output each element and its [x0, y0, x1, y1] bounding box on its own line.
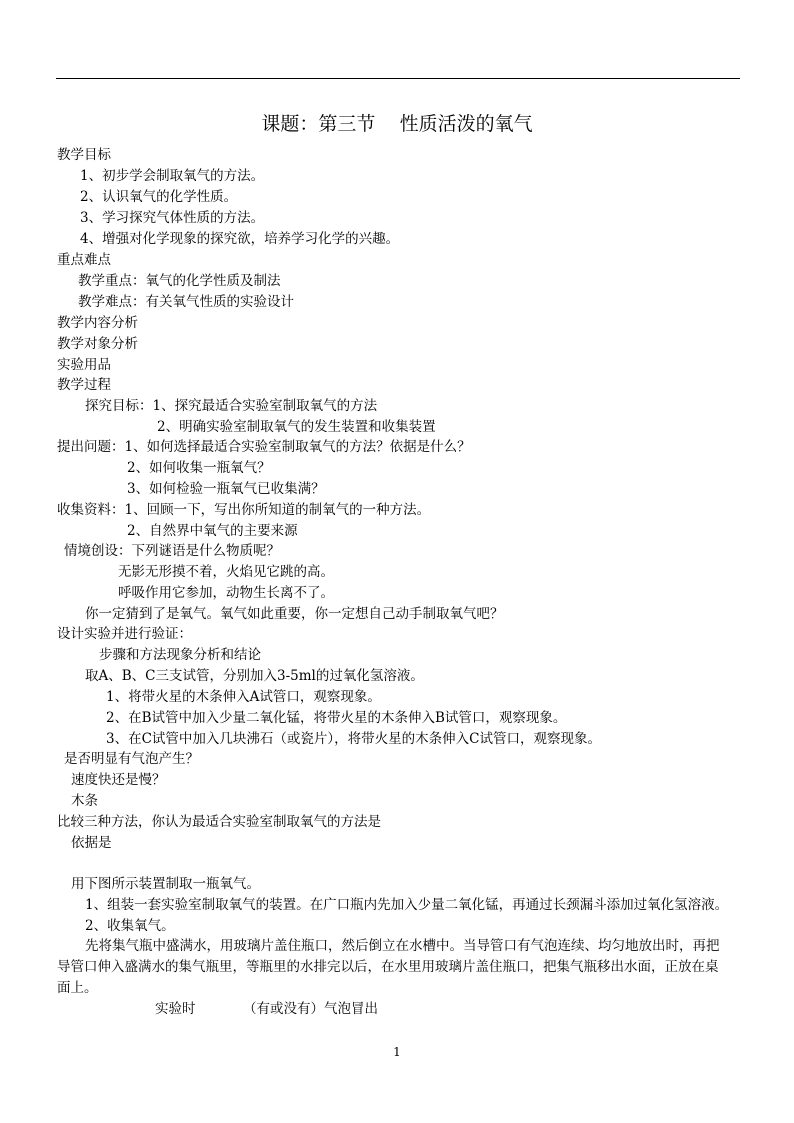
object-analysis-heading: 教学对象分析: [57, 336, 138, 352]
design-heading: 设计实验并进行验证：: [57, 626, 192, 642]
assemble-text: 1、组装一套实验室制取氧气的装置。在广口瓶内先加入少量二氧化锰，再通过长颈漏斗添加过氧化氢溶液。: [85, 897, 729, 913]
step-item: 2、在B试管中加入少量二氧化锰，将带火星的木条伸入B试管口，观察现象。: [106, 710, 567, 726]
step-item: 1、将带火星的木条伸入A试管口，观察现象。: [106, 689, 381, 705]
objective-item: 4、增强对化学现象的探究欲，培养学习化学的兴趣。: [80, 231, 400, 247]
content-analysis-heading: 教学内容分析: [57, 315, 138, 331]
page-number: 1: [393, 1045, 401, 1059]
keypoints-heading: 重点难点: [57, 252, 111, 268]
collect-item: 收集资料：1、回顾一下，写出你所知道的制氧气的一种方法。: [57, 502, 431, 518]
objective-item: 2、认识氧气的化学性质。: [80, 189, 238, 205]
inquiry-goal: 2、明确实验室制取氧气的发生装置和收集装置: [157, 419, 436, 435]
tubes-prep: 取A、B、C三支试管，分别加入3-5ml的过氧化氢溶液。: [85, 668, 424, 684]
paragraph-line: 面上。: [57, 980, 98, 996]
process-heading: 教学过程: [57, 377, 111, 393]
experiment-label: 实验时: [155, 1001, 196, 1017]
header-rule: [56, 78, 740, 79]
paragraph-line: 先将集气瓶中盛满水，用玻璃片盖住瓶口，然后倒立在水槽中。当导管口有气泡连续、均匀地放出时，再把: [85, 938, 720, 954]
page-title: 课题：第三节 性质活泼的氧气: [261, 113, 533, 135]
experiment-fill: （有或没有）气泡冒出: [243, 1001, 378, 1017]
basis-text: 依据是: [71, 835, 112, 851]
observation-bubbles: 是否明显有气泡产生？: [64, 751, 199, 767]
apparatus-intro: 用下图所示装置制取一瓶氧气。: [71, 876, 260, 892]
objectives-heading: 教学目标: [57, 147, 111, 163]
question-item: 3、如何检验一瓶氧气已收集满？: [127, 481, 325, 497]
objective-item: 1、初步学会制取氧气的方法。: [80, 168, 265, 184]
observation-stick: 木条: [71, 793, 98, 809]
riddle-line: 呼吸作用它参加，动物生长离不了。: [118, 585, 334, 601]
step-item: 3、在C试管中加入几块沸石（或瓷片），将带火星的木条伸入C试管口，观察现象。: [106, 731, 601, 747]
observation-speed: 速度快还是慢？: [71, 772, 166, 788]
collect-gas-heading: 2、收集氧气。: [85, 918, 175, 934]
riddle-line: 无影无形摸不着，火焰见它跳的高。: [118, 564, 334, 580]
collect-item: 2、自然界中氧气的主要来源: [127, 523, 298, 539]
inquiry-goal: 探究目标：1、探究最适合实验室制取氧气的方法: [85, 398, 378, 414]
keypoint-focus: 教学重点：氧气的化学性质及制法: [78, 273, 281, 289]
compare-text: 比较三种方法，你认为最适合实验室制取氧气的方法是: [57, 814, 381, 830]
objective-item: 3、学习探究气体性质的方法。: [80, 210, 265, 226]
question-item: 提出问题：1、如何选择最适合实验室制取氧气的方法？依据是什么？: [57, 439, 471, 455]
paragraph-line: 导管口伸入盛满水的集气瓶里，等瓶里的水排完以后，在水里用玻璃片盖住瓶口，把集气瓶移出水面，正放在桌: [57, 959, 719, 975]
keypoint-difficulty: 教学难点：有关氧气性质的实验设计: [78, 294, 294, 310]
scenario-intro: 情境创设：下列谜语是什么物质呢？: [64, 543, 280, 559]
question-item: 2、如何收集一瓶氧气？: [127, 460, 271, 476]
materials-heading: 实验用品: [57, 357, 111, 373]
guess-text: 你一定猜到了是氧气。氧气如此重要，你一定想自己动手制取氧气吧？: [85, 606, 504, 622]
steps-heading: 步骤和方法现象分析和结论: [99, 647, 261, 663]
